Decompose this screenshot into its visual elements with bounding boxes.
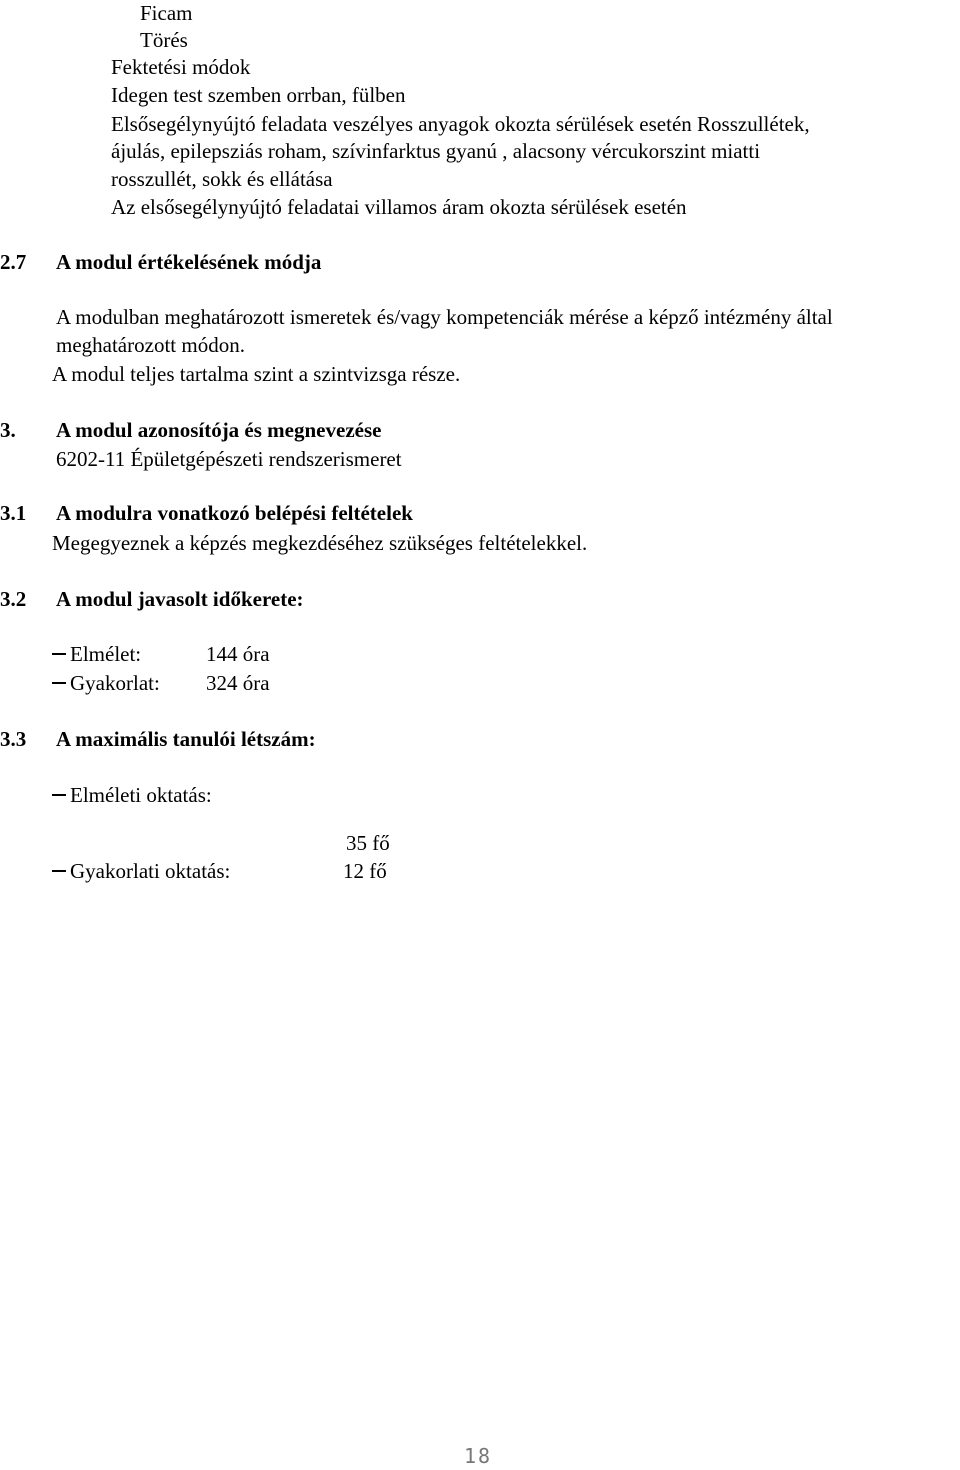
section-title: A modul azonosítója és megnevezése — [56, 418, 382, 442]
list-item: Az elsősegélynyújtó feladatai villamos áram okozta sérülések esetén — [111, 195, 687, 219]
row-label: Gyakorlat: — [70, 671, 160, 695]
list-item: Törés — [140, 28, 188, 52]
section-number: 3.2 — [0, 587, 27, 611]
list-item — [52, 782, 212, 809]
paragraph-line: meghatározott módon. — [56, 333, 245, 357]
row-value: 144 óra — [206, 642, 270, 666]
list-item: rosszullét, sokk és ellátása — [111, 167, 333, 191]
row-label: Gyakorlati oktatás: — [70, 859, 231, 883]
page-number: 18 — [464, 1444, 493, 1468]
section-number: 2.7 — [0, 250, 27, 274]
section-number: 3.1 — [0, 501, 27, 525]
dash-icon — [52, 870, 66, 872]
row-value: 35 fő — [346, 831, 390, 855]
paragraph-line: A modul teljes tartalma szint a szintvizsga része. — [52, 362, 461, 386]
paragraph-line: Megegyeznek a képzés megkezdéséhez szükséges feltételekkel. — [52, 531, 588, 555]
section-title: A modul javasolt időkerete: — [56, 587, 304, 611]
section-title: A maximális tanulói létszám: — [56, 727, 316, 751]
row-label: Elmélet: — [70, 642, 142, 666]
list-item: Fektetési módok — [111, 55, 251, 79]
list-item: Ficam — [140, 1, 193, 25]
paragraph-line: A modulban meghatározott ismeretek és/vagy kompetenciák mérése a képző intézmény által — [56, 305, 833, 329]
list-item — [52, 858, 230, 885]
row-value: 12 fő — [343, 859, 387, 883]
row-value: 324 óra — [206, 671, 270, 695]
dash-icon — [52, 653, 66, 655]
list-item: Elsősegélynyújtó feladata veszélyes anyagok okozta sérülések esetén Rosszullétek, — [111, 112, 810, 136]
list-item — [52, 670, 160, 697]
section-title: A modulra vonatkozó belépési feltételek — [56, 501, 413, 525]
dash-icon — [52, 682, 66, 684]
row-label: Elméleti oktatás: — [70, 783, 212, 807]
module-name: 6202-11 Épületgépészeti rendszerismeret — [56, 447, 402, 471]
section-number: 3. — [0, 418, 16, 442]
section-title: A modul értékelésének módja — [56, 250, 322, 274]
list-item — [52, 641, 141, 668]
list-item: Idegen test szemben orrban, fülben — [111, 83, 406, 107]
dash-icon — [52, 794, 66, 796]
section-number: 3.3 — [0, 727, 27, 751]
list-item: ájulás, epilepsziás roham, szívinfarktus gyanú , alacsony vércukorszint miatti — [111, 139, 761, 163]
